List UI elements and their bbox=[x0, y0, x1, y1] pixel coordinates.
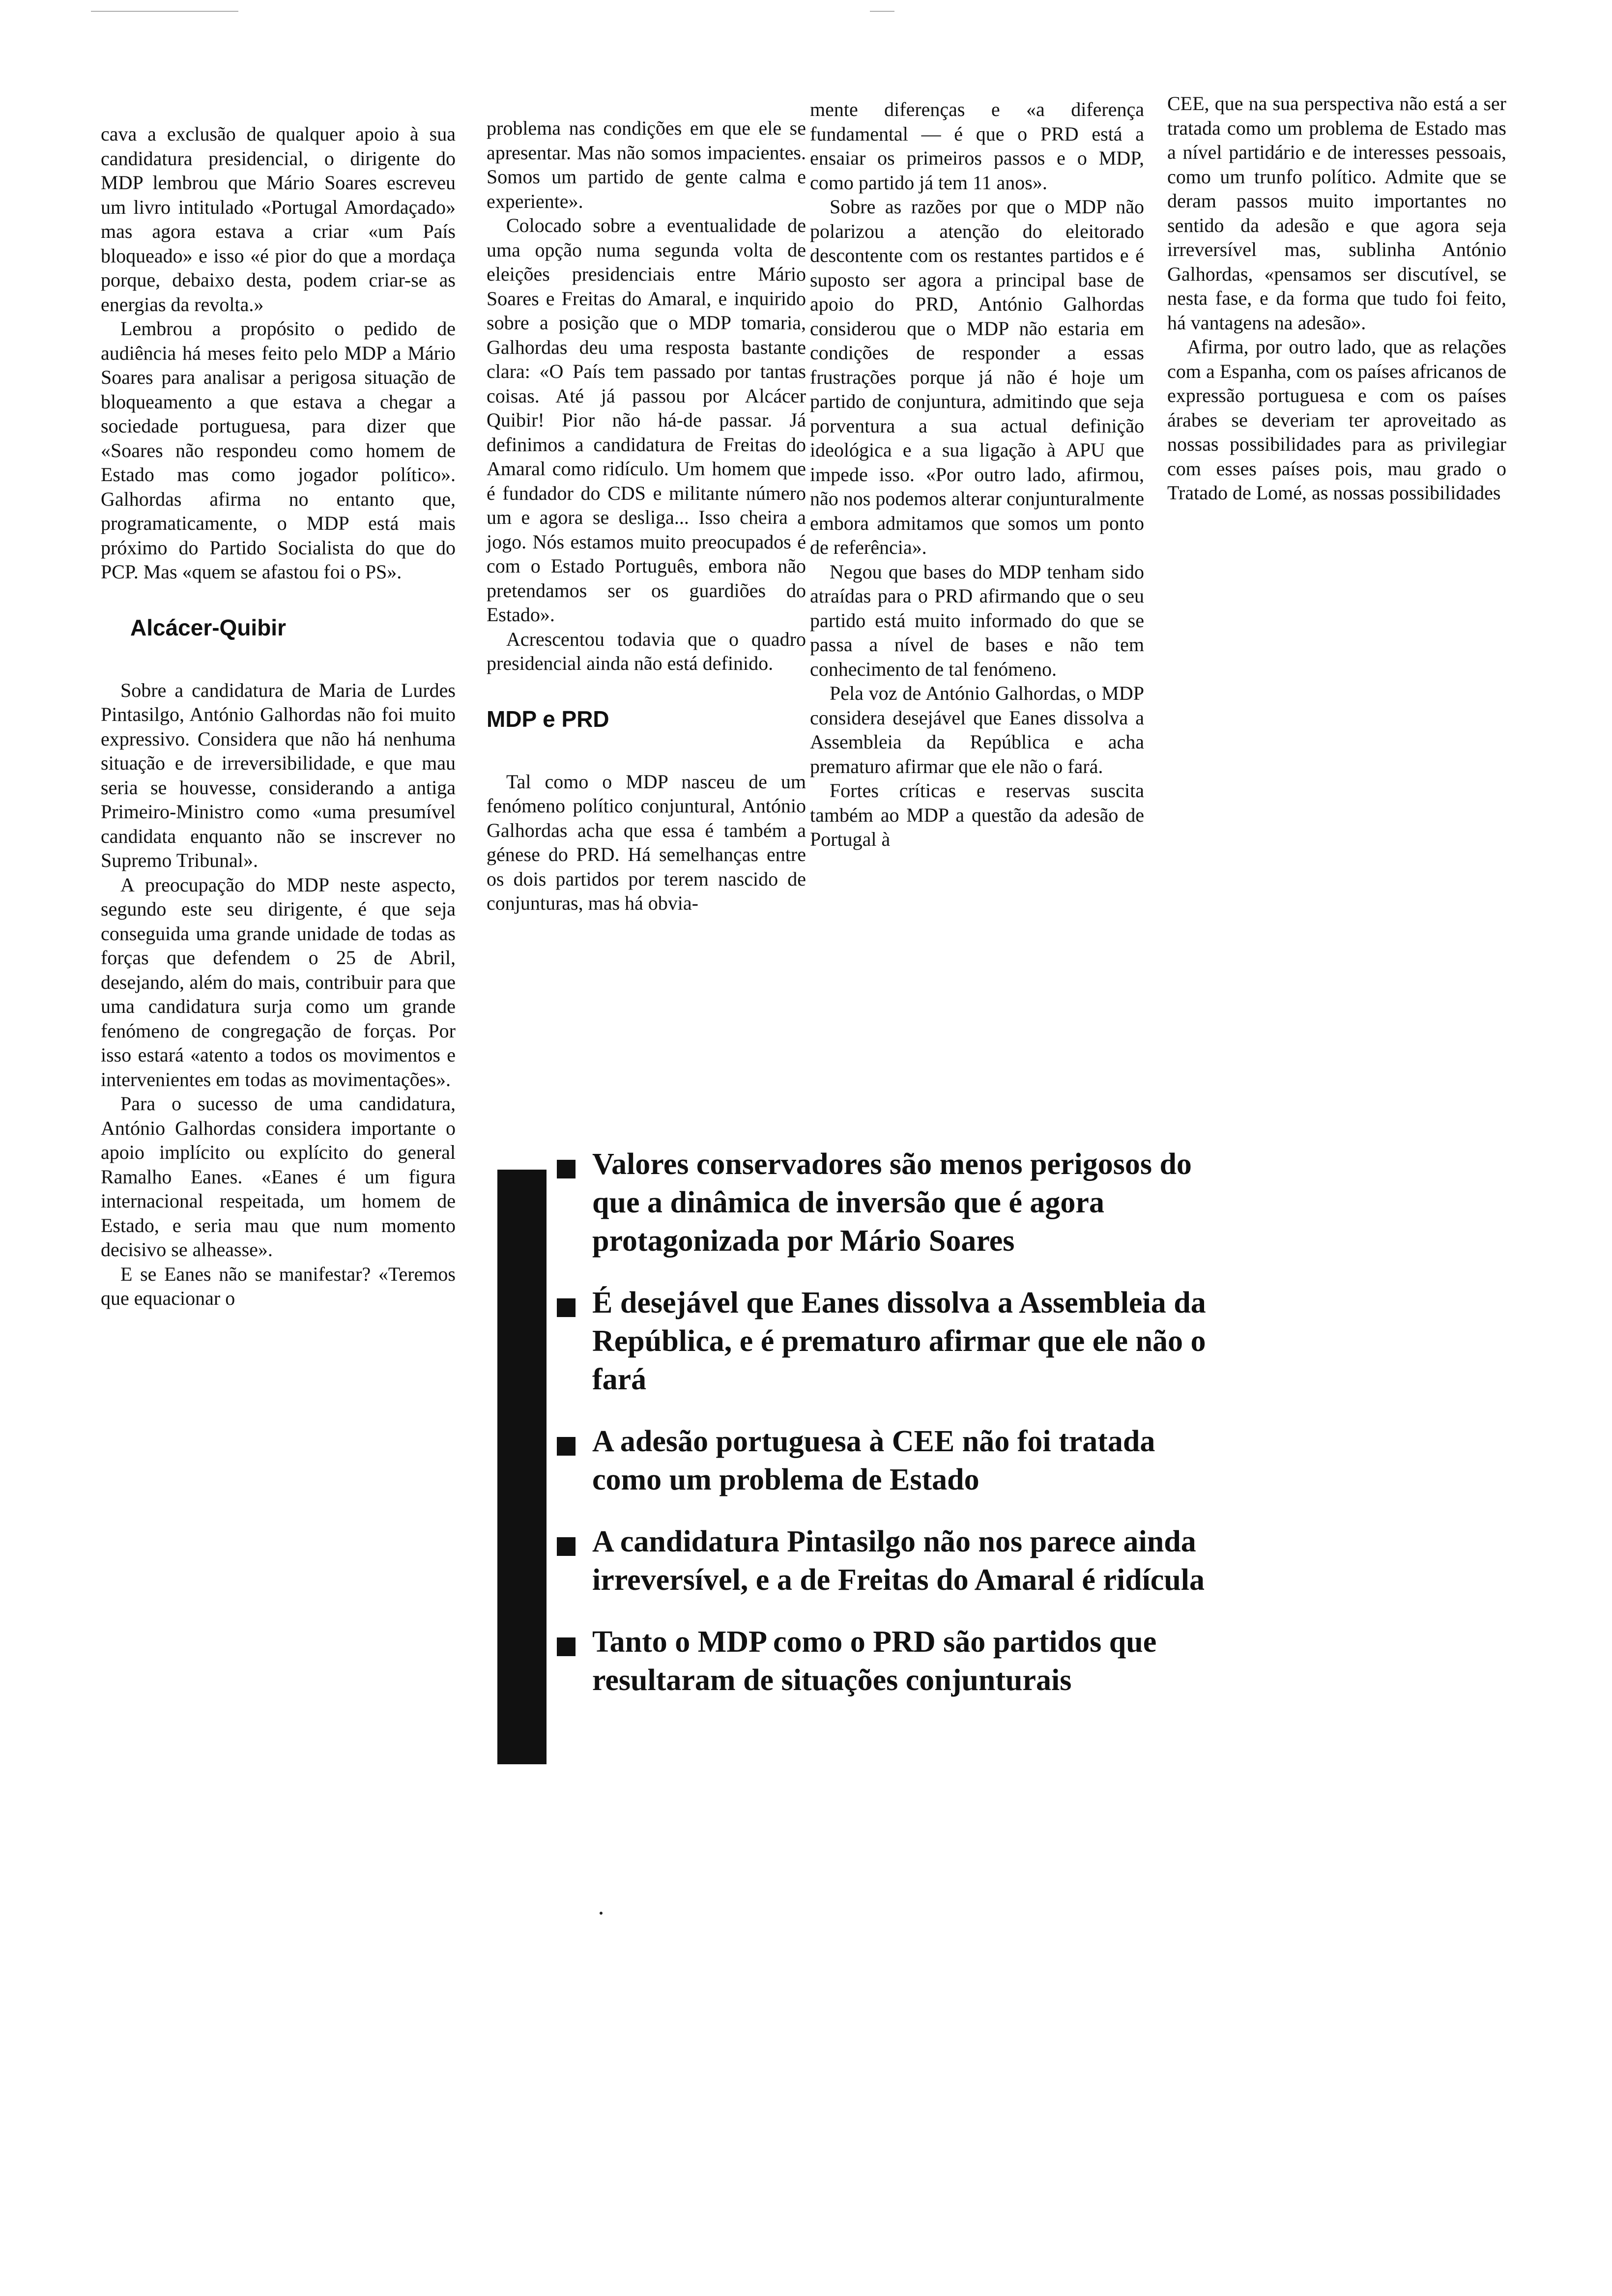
paragraph: E se Eanes não se manifestar? «Teremos que equacionar o bbox=[101, 1263, 456, 1309]
highlight-item bbox=[557, 1145, 1210, 1260]
paragraph: Sobre a candidatura de Maria de Lurdes Pintasilgo, António Galhordas não foi muito expressivo. Considera que não há nenhuma situação e de irreversibilidade, e que mau seria se houvesse, considerando a antiga Primeiro-Ministro como «uma presumível candidata enquanto não se inscrever no Supremo Tribunal». bbox=[101, 679, 456, 871]
paragraph: A preocupação do MDP neste aspecto, segundo este seu dirigente, é que seja conseguida uma grande unidade de todas as forças que defendem o 25 de Abril, desejando, além do mais, contribuir para que uma candidatura surja como um grande fenómeno de congregação de forças. Por isso estará «atento a todos os movimentos e intervenientes em todas as movimentações». bbox=[101, 873, 456, 1091]
paragraph: Para o sucesso de uma candidatura, António Galhordas considera importante o apoio implícito ou explícito do general Ramalho Eanes. «Eanes é um figura internacional respeitada, um homem de Estado, e seria mau que num momento decisivo se alheasse». bbox=[101, 1092, 456, 1261]
highlight-text: Tanto o MDP como o PRD são partidos que resultaram de situações conjunturais bbox=[592, 1625, 1157, 1697]
article-column-3 bbox=[810, 97, 1144, 852]
highlight-item bbox=[557, 1623, 1210, 1699]
square-bullet-icon bbox=[557, 1160, 576, 1178]
paragraph: Pela voz de António Galhordas, o MDP considera desejável que Eanes dissolva a Assembleia da República e acha prematuro afirmar que ele não o fará. bbox=[810, 682, 1144, 777]
square-bullet-icon bbox=[557, 1298, 576, 1317]
highlight-text: A candidatura Pintasilgo não nos parece ainda irreversível, e a de Freitas do Amaral é ridícula bbox=[592, 1525, 1205, 1597]
top-rule-right bbox=[870, 11, 894, 12]
article-column-2 bbox=[487, 116, 806, 916]
paragraph: mente diferenças e «a diferença fundamental — é que o PRD está a ensaiar os primeiros passos e o MDP, como partido já tem 11 anos». bbox=[810, 98, 1144, 194]
paragraph: Fortes críticas e reservas suscita também ao MDP a questão da adesão de Portugal à bbox=[810, 779, 1144, 850]
square-bullet-icon bbox=[557, 1637, 576, 1656]
scan-speck bbox=[600, 1912, 603, 1915]
paragraph: Sobre as razões por que o MDP não polarizou a atenção do eleitorado descontente com os restantes partidos e é suposto ser agora a principal base de apoio do PRD, António Galhordas considerou que o MDP não estaria em condições de responder a essas frustrações porque já não é hoje um partido de conjuntura, admitindo que seja porventura a sua actual definição ideológica e a sua ligação à APU que impede isso. «Por outro lado, afirmou, não nos podemos alterar conjunturalmente embora admitamos que somos um ponto de referência». bbox=[810, 196, 1144, 558]
paragraph: Lembrou a propósito o pedido de audiência há meses feito pelo MDP a Mário Soares para analisar a perigosa situação de bloqueamento a que estava a chegar a sociedade portuguesa, para dizer que «Soares não respondeu como homem de Estado mas como jogador político». Galhordas afirma no entanto que, programaticamente, o MDP está mais próximo do Partido Socialista do que do PCP. Mas «quem se afastou foi o PS». bbox=[101, 317, 456, 583]
paragraph: cava a exclusão de qualquer apoio à sua candidatura presidencial, o dirigente do MDP lembrou que Mário Soares escreveu um livro intitulado «Portugal Amordaçado» mas agora estava a criar «um País bloqueado» e isso «é pior do que a mordaça porque, debaixo desta, podem criar-se as energias da revolta.» bbox=[101, 123, 456, 316]
paragraph: problema nas condições em que ele se apresentar. Mas não somos impacientes. Somos um partido de gente calma e experiente». bbox=[487, 117, 806, 212]
paragraph: Colocado sobre a eventualidade de uma opção numa segunda volta de eleições presidenciais entre Mário Soares e Freitas do Amaral, e inquirido sobre a posição que o MDP tomaria, Galhordas deu uma resposta bastante clara: «O País tem passado por tantas coisas. Até já passou por Alcácer Quibir! Pior não há-de passar. Já definimos a candidatura de Freitas do Amaral como ridículo. Um homem que é fundador do CDS e militante número um e agora se desliga... Isso cheira a jogo. Nós estamos muito preocupados é com o Estado Português, embora não pretendamos ser os guardiões do Estado». bbox=[487, 214, 806, 626]
section-heading: Alcácer-Quibir bbox=[130, 614, 286, 640]
paragraph: Acrescentou todavia que o quadro presidencial ainda não está definido. bbox=[487, 628, 806, 674]
highlight-item bbox=[557, 1422, 1210, 1499]
highlight-text: A adesão portuguesa à CEE não foi tratada como um problema de Estado bbox=[592, 1425, 1155, 1496]
article-column-4 bbox=[1167, 91, 1506, 505]
paragraph: Negou que bases do MDP tenham sido atraídas para o PRD afirmando que o seu partido está muito informado do que se passa a nível de bases e não tem conhecimento de tal fenómeno. bbox=[810, 560, 1144, 680]
section-heading: MDP e PRD bbox=[487, 706, 609, 732]
highlight-item bbox=[557, 1284, 1210, 1399]
highlights-box bbox=[557, 1145, 1210, 1723]
highlight-text: É desejável que Eanes dissolva a Assembleia da República, e é prematuro afirmar que ele não o fará bbox=[592, 1286, 1206, 1396]
highlight-text: Valores conservadores são menos perigosos do que a dinâmica de inversão que é agora protagonizada por Mário Soares bbox=[592, 1148, 1192, 1258]
paragraph: CEE, que na sua perspectiva não está a ser tratada como um problema de Estado mas a nível partidário e de interesses pessoais, como um trunfo político. Admite que se deram passos muito importantes no sentido da adesão e que agora seja irreversível mas, sublinha António Galhordas, «pensamos ser discutível, se nesta fase, e da forma que tudo foi feito, há vantagens na adesão». bbox=[1167, 92, 1506, 334]
highlight-item bbox=[557, 1522, 1210, 1599]
highlights-sidebar-bar bbox=[497, 1170, 547, 1764]
paragraph: Afirma, por outro lado, que as relações com a Espanha, com os países africanos de expressão portuguesa e com os países árabes se deveriam ter aproveitado as nossas possibilidades para as privilegiar com esses países pois, mau grado o Tratado de Lomé, as nossas possibilidades bbox=[1167, 336, 1506, 504]
square-bullet-icon bbox=[557, 1537, 576, 1556]
article-column-1 bbox=[101, 122, 456, 1311]
top-rule-left bbox=[91, 11, 238, 12]
paragraph: Tal como o MDP nasceu de um fenómeno político conjuntural, António Galhordas acha que essa é também a génese do PRD. Há semelhanças entre os dois partidos por terem nascido de conjunturas, mas há obvia- bbox=[487, 770, 806, 914]
square-bullet-icon bbox=[557, 1437, 576, 1456]
